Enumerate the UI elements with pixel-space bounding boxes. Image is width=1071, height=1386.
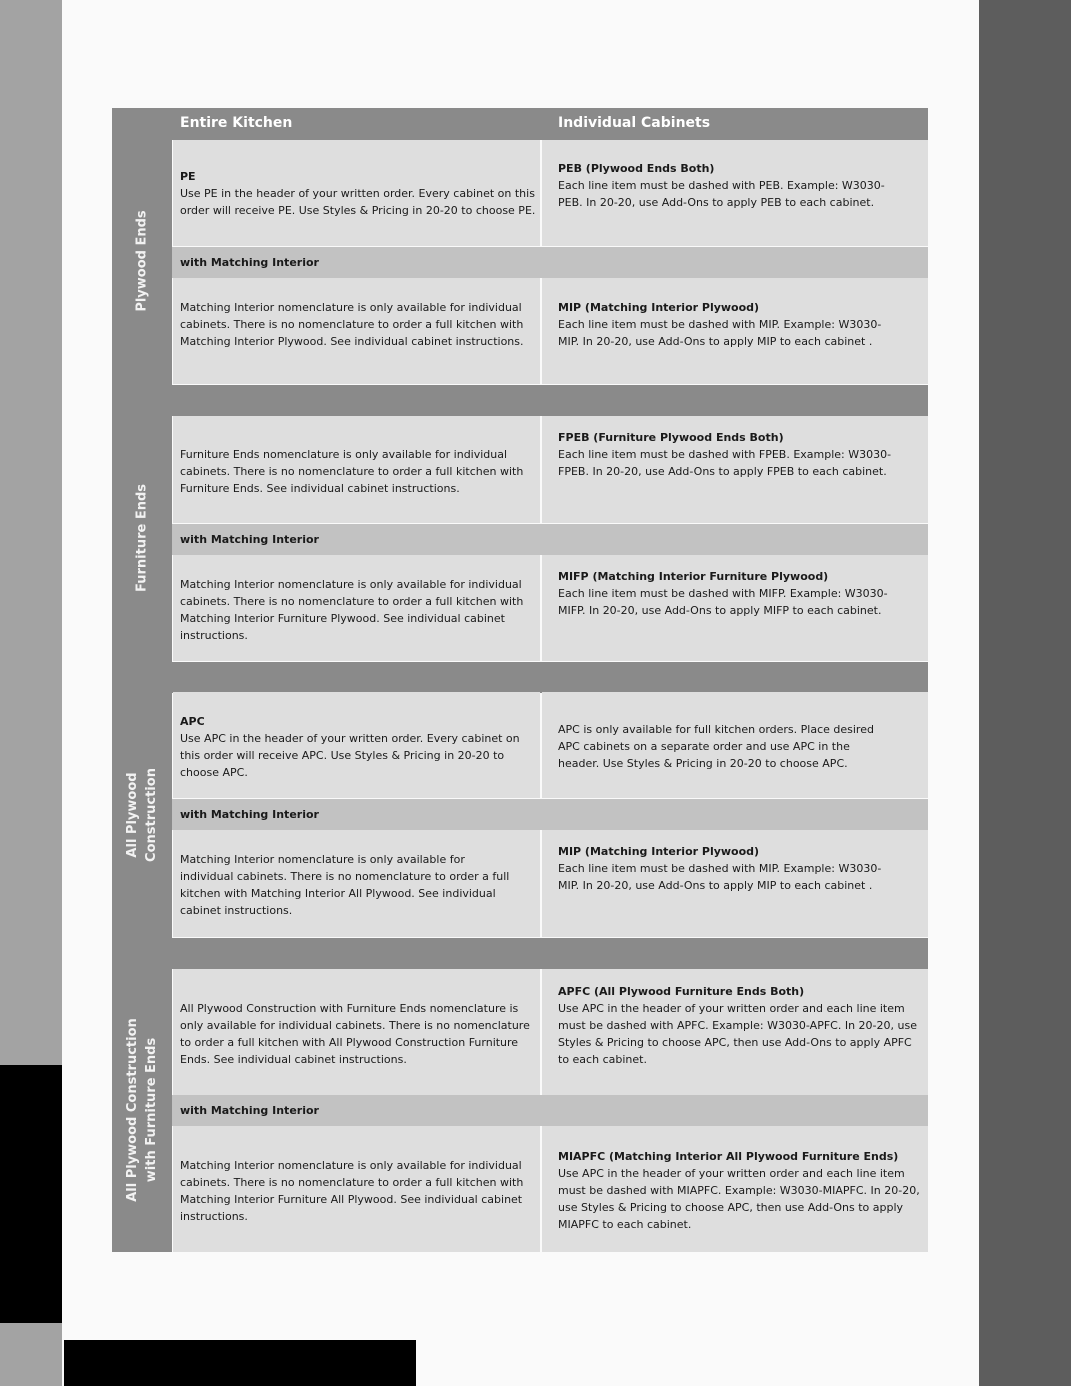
section-label-line: All Plywood <box>125 772 140 858</box>
mip2-text <box>558 843 888 894</box>
apfc-text <box>558 983 918 1068</box>
peb-title: PEB (Plywood Ends Both) <box>558 162 715 175</box>
apfe-text: All Plywood Construction with Furniture Ends nomenclature is only available for individual cabinets. There is no nomenclature to order a full kitchen with All Plywood Construction Furniture Ends. See individual cabinet instructions. <box>180 1002 530 1066</box>
mip2-title: MIP (Matching Interior Plywood) <box>558 845 760 858</box>
fpeb-text <box>558 429 893 480</box>
section-divider <box>172 662 928 693</box>
matching-interior-label: with Matching Interior <box>180 808 319 821</box>
section-label-all-plywood <box>123 768 161 862</box>
peb-text <box>558 160 898 211</box>
mifp-body: Each line item must be dashed with MIFP. Example: W3030-MIFP. In 20-20, use Add-Ons to apply MIFP to each cabinet. <box>558 587 888 617</box>
fpeb-title: FPEB (Furniture Plywood Ends Both) <box>558 431 784 444</box>
pe-title: PE <box>180 170 196 183</box>
fpeb-body: Each line item must be dashed with FPEB. Example: W3030-FPEB. In 20-20, use Add-Ons to apply FPEB to each cabinet. <box>558 448 892 478</box>
apc-body: Use APC in the header of your written order. Every cabinet on this order will receive APC. Use Styles & Pricing in 20-20 to choose APC. <box>180 732 520 779</box>
apfc-title: APFC (All Plywood Furniture Ends Both) <box>558 985 805 998</box>
apfc-body: Use APC in the header of your written order and each line item must be dashed with APFC. Example: W3030-APFC. In 20-20, use Styles & Pricing to choose APC, then use Add-Ons to apply APFC to each cabinet. <box>558 1002 917 1066</box>
left-tab-marker <box>0 1065 62 1323</box>
mi-furniture-text: Matching Interior nomenclature is only available for individual cabinets. There is no nomenclature to order a full kitchen with Matching Interior Furniture Plywood. See individual cabinet instructions. <box>180 578 524 642</box>
pe-text <box>180 168 536 219</box>
pe-body: Use PE in the header of your written order. Every cabinet on this order will receive PE. Use Styles & Pricing in 20-20 to choose PE. <box>180 187 536 217</box>
apc-text <box>180 713 540 781</box>
section-label-furniture-ends: Furniture Ends <box>134 483 150 593</box>
mi-apfe-text: Matching Interior nomenclature is only available for individual cabinets. There is no nomenclature to order a full kitchen with Matching Interior Furniture All Plywood. See individual cabinet instructions. <box>180 1159 524 1223</box>
section-divider <box>172 385 928 416</box>
miapfc-body: Use APC in the header of your written order and each line item must be dashed with MIAPFC. Example: W3030-MIAPFC. In 20-20, use Styles & Pricing to choose APC, then use Add-Ons to apply MIAPFC to each cabinet. <box>558 1167 920 1231</box>
section-label-plywood-ends: Plywood Ends <box>134 210 150 312</box>
footer-bar <box>64 1340 416 1386</box>
matching-interior-label: with Matching Interior <box>180 256 319 269</box>
mip-body: Each line item must be dashed with MIP. Example: W3030-MIP. In 20-20, use Add-Ons to apply MIP to each cabinet . <box>558 318 882 348</box>
miapfc-title: MIAPFC (Matching Interior All Plywood Furniture Ends) <box>558 1150 899 1163</box>
header-individual-cabinets: Individual Cabinets <box>558 115 711 131</box>
miapfc-text <box>558 1148 920 1233</box>
header-entire-kitchen: Entire Kitchen <box>180 115 293 131</box>
fe-text: Furniture Ends nomenclature is only available for individual cabinets. There is no nomenclature to order a full kitchen with Furniture Ends. See individual cabinet instructions. <box>180 448 524 495</box>
apc-title: APC <box>180 715 205 728</box>
mip-text <box>558 299 888 350</box>
mi-allply-text: Matching Interior nomenclature is only available for individual cabinets. There is no nomenclature to order a full kitchen with Matching Interior All Plywood. See individual cabinet instructions. <box>180 853 510 917</box>
mip-title: MIP (Matching Interior Plywood) <box>558 301 760 314</box>
peb-body: Each line item must be dashed with PEB. Example: W3030-PEB. In 20-20, use Add-Ons to apply PEB to each cabinet. <box>558 179 885 209</box>
mip2-body: Each line item must be dashed with MIP. Example: W3030-MIP. In 20-20, use Add-Ons to apply MIP to each cabinet . <box>558 862 882 892</box>
section-label-all-plywood-furniture-ends <box>123 1018 161 1202</box>
matching-interior-label: with Matching Interior <box>180 1104 319 1117</box>
right-margin-strip <box>979 0 1071 1386</box>
section-label-line: Construction <box>144 768 159 862</box>
mifp-text <box>558 568 893 619</box>
section-label-line: with Furniture Ends <box>144 1037 159 1183</box>
mifp-title: MIFP (Matching Interior Furniture Plywood) <box>558 570 829 583</box>
matching-interior-label: with Matching Interior <box>180 533 319 546</box>
mi-plywood-text: Matching Interior nomenclature is only available for individual cabinets. There is no nomenclature to order a full kitchen with Matching Interior Plywood. See individual cabinet instructions. <box>180 301 524 348</box>
apc-right-text: APC is only available for full kitchen orders. Place desired APC cabinets on a separate order and use APC in the header. Use Styles & Pricing in 20-20 to choose APC. <box>558 723 874 770</box>
section-label-line: All Plywood Construction <box>125 1018 140 1202</box>
section-divider <box>172 938 928 969</box>
